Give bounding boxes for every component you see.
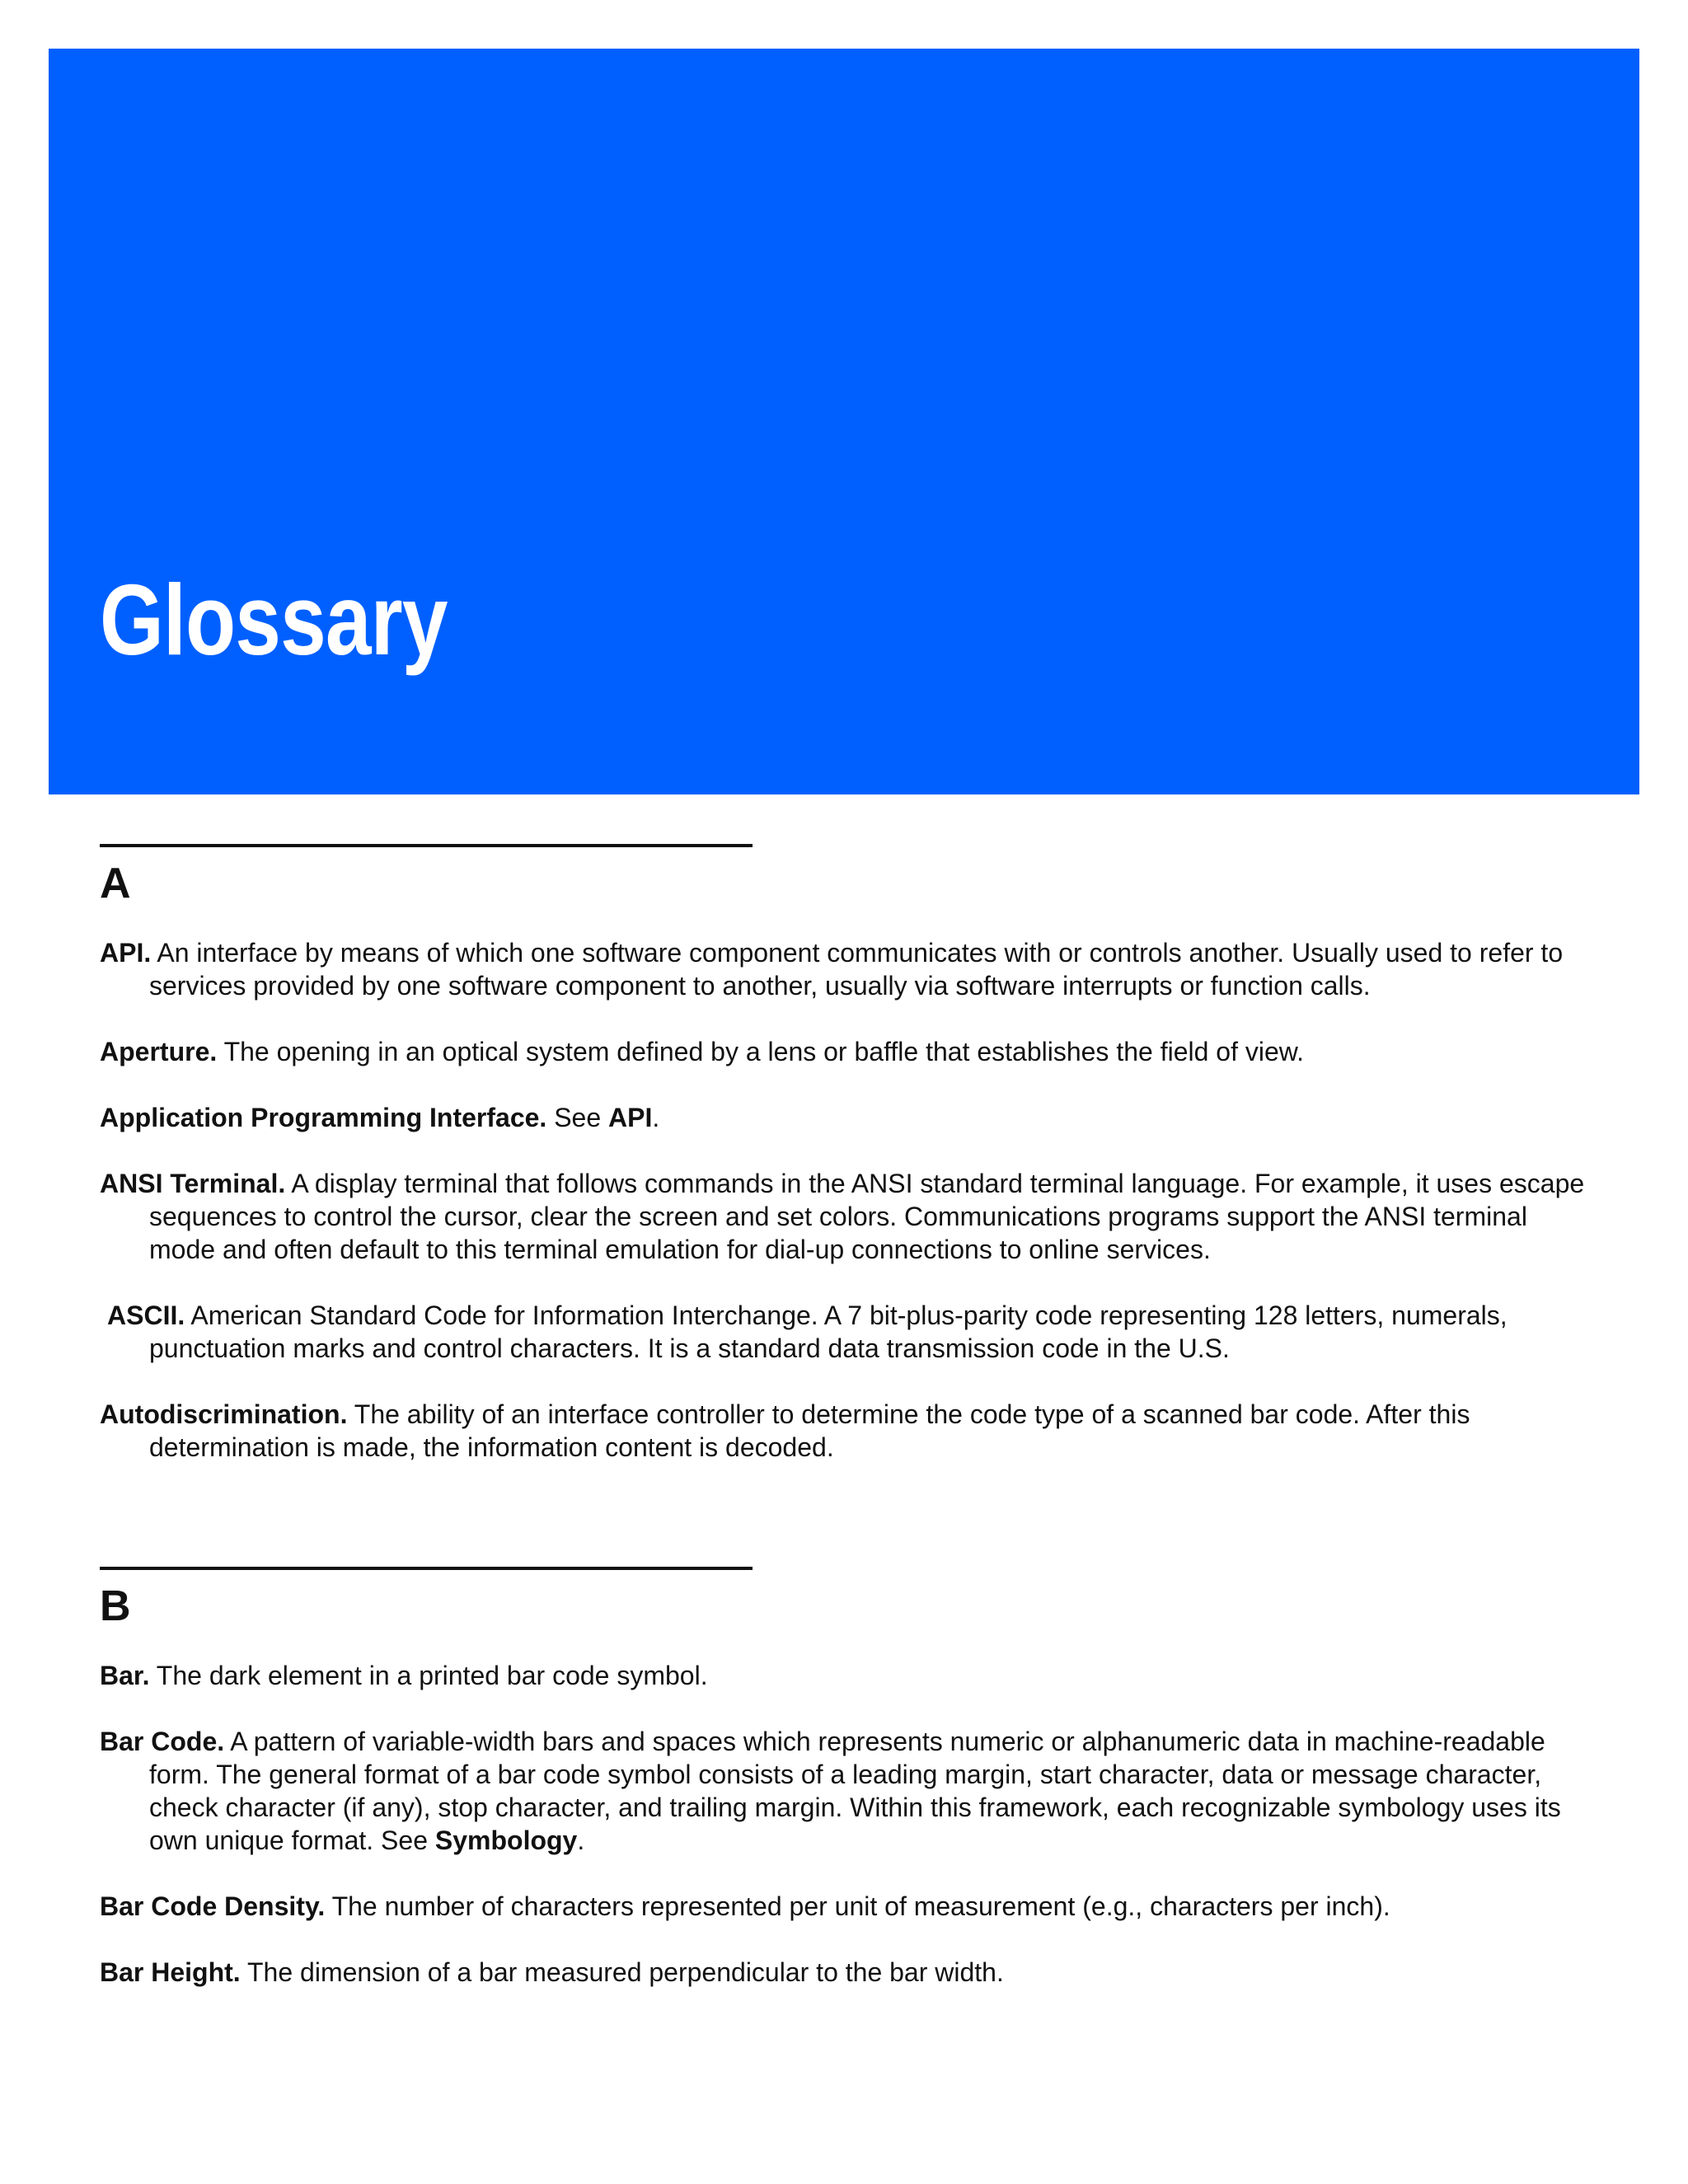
entry-term: API. — [100, 938, 152, 968]
section-divider — [100, 1567, 753, 1570]
entry-definition: An interface by means of which one software component communicates with or controls another. Usually used to refer to services provided by one software component to another, usually via software interrupts or function calls. — [149, 938, 1564, 1001]
entry-definition: See — [546, 1103, 609, 1132]
entry-definition: The ability of an interface controller to determine the code type of a scanned bar code. After this determination is made, the information content is decoded. — [149, 1399, 1470, 1462]
entry-definition-end: . — [577, 1825, 585, 1855]
entry-term: Application Programming Interface. — [100, 1103, 547, 1132]
entry-definition: The dimension of a bar measured perpendicular to the bar width. — [240, 1957, 1004, 1987]
entry-term: Aperture. — [100, 1037, 218, 1066]
entry-term: Bar. — [100, 1661, 150, 1690]
glossary-entry-ansi-terminal — [100, 1167, 1592, 1266]
glossary-entry-api — [100, 936, 1592, 1002]
entry-list — [100, 936, 1592, 1464]
entry-definition: The number of characters represented per unit of measurement (e.g., characters per inch). — [325, 1891, 1390, 1921]
section-divider — [100, 844, 753, 847]
section-letter: B — [100, 1582, 131, 1630]
entry-definition: The dark element in a printed bar code symbol. — [149, 1661, 708, 1690]
page-title: Glossary — [100, 564, 448, 676]
entry-definition: The opening in an optical system defined by a lens or baffle that establishes the field of view. — [217, 1037, 1304, 1066]
section-letter: A — [100, 860, 131, 907]
entry-list — [100, 1659, 1592, 1989]
entry-term: ANSI Terminal. — [100, 1169, 286, 1198]
glossary-section-b — [100, 1567, 1592, 2022]
glossary-section-a — [100, 844, 1592, 1497]
header-banner — [49, 49, 1639, 794]
glossary-entry-bar-height — [100, 1956, 1592, 1989]
entry-definition-end: . — [652, 1103, 660, 1132]
glossary-entry-application-programming-interface — [100, 1101, 1592, 1134]
entry-term: Bar Code Density. — [100, 1891, 326, 1921]
entry-term: Bar Code. — [100, 1727, 225, 1756]
glossary-entry-bar-code-density — [100, 1890, 1592, 1923]
cross-reference-link: Symbology — [434, 1825, 578, 1855]
glossary-entry-aperture — [100, 1035, 1592, 1068]
glossary-entry-ascii — [107, 1299, 1592, 1365]
glossary-entry-autodiscrimination — [100, 1398, 1592, 1464]
cross-reference-link: API — [608, 1103, 653, 1132]
glossary-entry-bar — [100, 1659, 1592, 1692]
entry-definition: A pattern of variable-width bars and spaces which represents numeric or alphanumeric data in machine-readable form. The general format of a bar code symbol consists of a leading margin, start character, data or message character, check character (if any), stop character, and trailing margin. Within this framework, each recognizable symbology uses its own unique format. See — [149, 1727, 1561, 1855]
entry-definition: American Standard Code for Information Interchange. A 7 bit-plus-parity code representing 128 letters, numerals, punctuation marks and control characters. It is a standard data transmission code in the U.S. — [149, 1301, 1507, 1363]
entry-definition: A display terminal that follows commands in the ANSI standard terminal language. For example, it uses escape sequences to control the cursor, clear the screen and set colors. Communications programs support the ANSI terminal mode and often default to this terminal emulation for dial-up connections to online services. — [149, 1169, 1585, 1264]
entry-term: Autodiscrimination. — [100, 1399, 348, 1429]
entry-term: ASCII. — [107, 1301, 185, 1330]
entry-term: Bar Height. — [100, 1957, 241, 1987]
glossary-entry-bar-code — [100, 1725, 1592, 1857]
